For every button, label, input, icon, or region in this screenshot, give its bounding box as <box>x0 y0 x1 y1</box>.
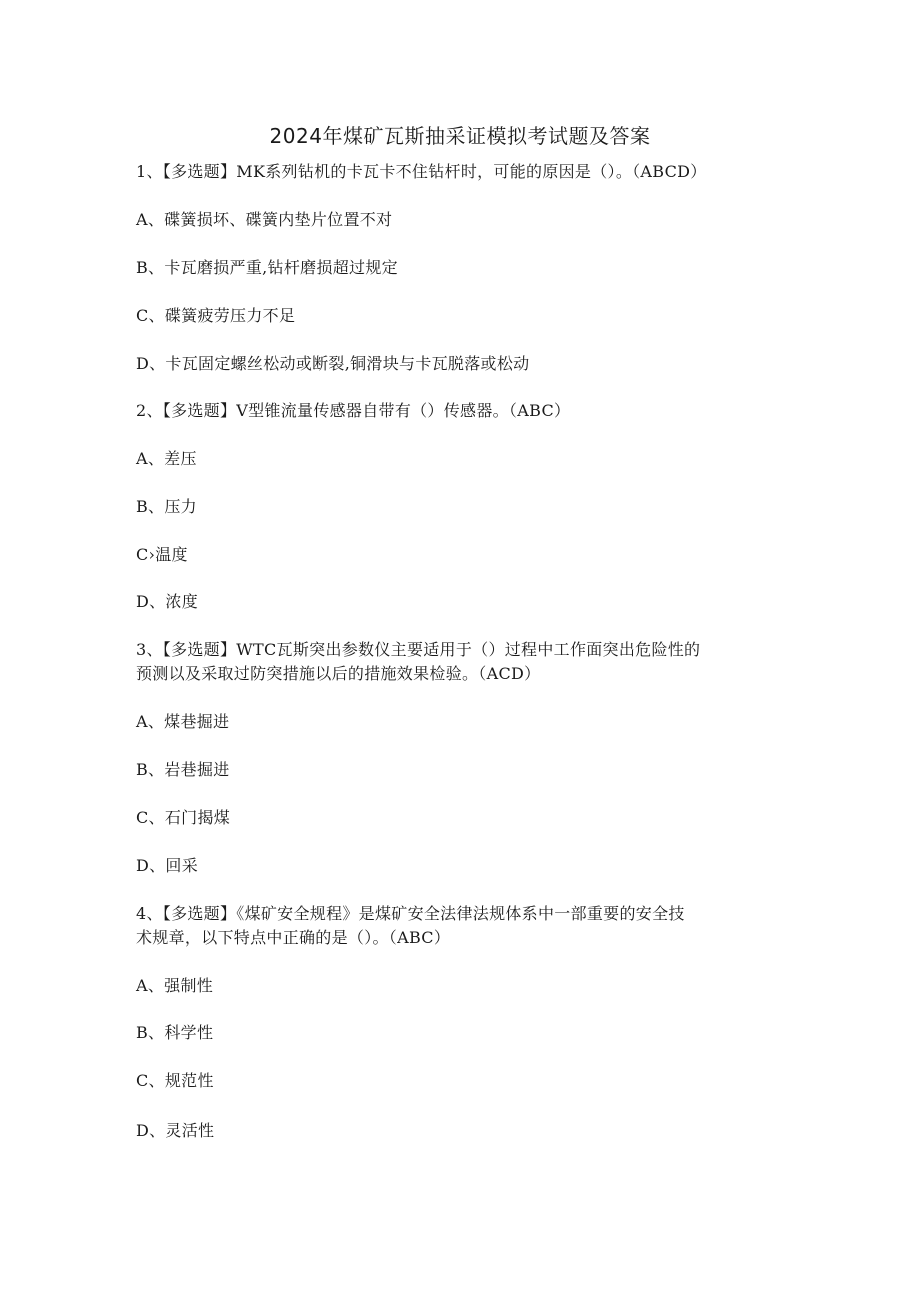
question-3-option-d: D、回采 <box>136 856 199 875</box>
question-4-option-c: C、规范性 <box>136 1071 214 1090</box>
question-2-option-a: A、差压 <box>136 449 197 468</box>
question-1-option-c: C、碟簧疲劳压力不足 <box>136 306 296 325</box>
question-3-option-c: C、石门揭煤 <box>136 808 231 827</box>
question-2-option-b: B、压力 <box>136 497 197 516</box>
question-3-option-b: B、岩巷掘进 <box>136 760 230 779</box>
question-2-stem: 2、【多选题】V型锥流量传感器自带有（）传感器。（ABC） <box>136 401 571 420</box>
question-4-option-b: B、科学性 <box>136 1023 214 1042</box>
question-3-option-a: A、煤巷掘进 <box>136 712 230 731</box>
question-2-option-c: C›温度 <box>136 545 188 564</box>
document-title: 2024年煤矿瓦斯抽采证模拟考试题及答案 <box>269 124 651 148</box>
question-1-option-a: A、碟簧损坏、碟簧内垫片位置不对 <box>136 210 393 229</box>
question-4-option-d: D、灵活性 <box>136 1121 215 1140</box>
question-4-option-a: A、强制性 <box>136 976 214 995</box>
question-2-option-d: D、浓度 <box>136 592 199 611</box>
question-3-stem-line-2: 预测以及采取过防突措施以后的措施效果检验。（ACD） <box>136 664 541 683</box>
question-1-stem: 1、【多选题】MK系列钻机的卡瓦卡不住钻杆时，可能的原因是（）。（ABCD） <box>136 162 707 181</box>
question-4-stem-line-1: 4、【多选题】《煤矿安全规程》是煤矿安全法律法规体系中一部重要的安全技 <box>136 904 685 923</box>
question-1-option-d: D、卡瓦固定螺丝松动或断裂,铜滑块与卡瓦脱落或松动 <box>136 354 530 373</box>
question-4-stem-line-2: 术规章，以下特点中正确的是（）。（ABC） <box>136 928 451 947</box>
question-1-option-b: B、卡瓦磨损严重,钻杆磨损超过规定 <box>136 258 398 277</box>
question-3-stem-line-1: 3、【多选题】WTC瓦斯突出参数仪主要适用于（）过程中工作面突出危险性的 <box>136 640 701 659</box>
